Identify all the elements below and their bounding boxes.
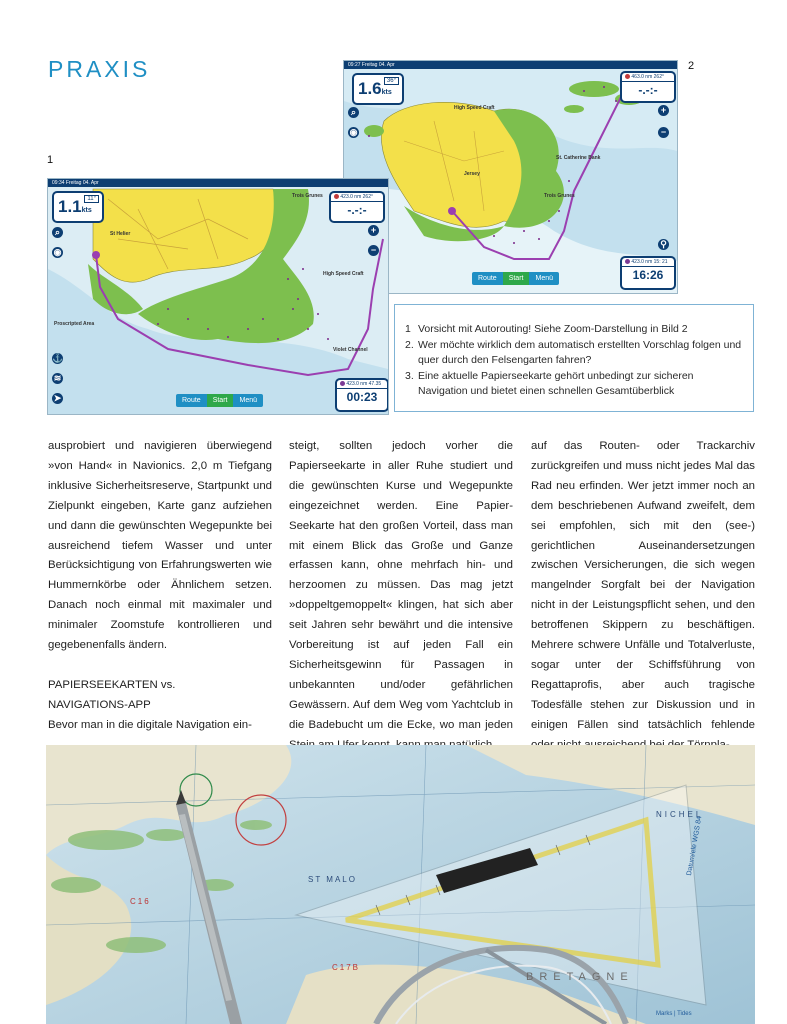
- overview-label-proscripted: Proscripted Area: [54, 321, 95, 327]
- overview-label-violet: Violet Channel: [333, 347, 368, 353]
- figure-1-number: 1: [47, 154, 54, 166]
- zoom-speed-unit: kts: [381, 89, 392, 96]
- zoom-button-bar: [472, 272, 559, 285]
- locate-icon[interactable]: ➤: [53, 393, 62, 403]
- navionics-zoom-screenshot: [343, 60, 678, 294]
- caption-item: 2. Wer möchte wirklich dem automatisch erstellten Vorschlag folgen und quer durch den Felsengarten fahren?: [405, 338, 742, 366]
- overview-route-button[interactable]: Route: [176, 394, 207, 407]
- photo-label-bretagne: BRETAGNE: [526, 971, 634, 983]
- camera-icon[interactable]: ◉: [349, 127, 358, 137]
- zoom-distance-bottom: 423.0 nm 15: 21: [631, 259, 668, 265]
- subheading-line-1: PAPIERSEEKARTEN vs.: [48, 678, 176, 691]
- paragraph: ausprobiert und navigieren überwiegend »von Hand« in Navionics. 2,0 m Tiefgang inklusive Sicherheitsreserve, Startpunkt und Zielpunkt eingeben, Karte ganz aufziehen und dann die gewünschten Wegepunkte bei ausreichend tiefem Wasser und unter Berücksichtigung von Erfahrungswerten wie Hummernkörbe oder Ähnlichem setzen. Danach noch einmal mit maximaler und minimaler Zoomstufe kontrollieren und gegebenenfalls ändern.: [48, 440, 272, 652]
- caption-item: 3. Eine aktuelle Papierseekarte gehört unbedingt zur sicheren Navigation und bietet einen schnellen Gesamtüberblick: [405, 369, 694, 397]
- overview-menu-button[interactable]: Menü: [233, 394, 263, 407]
- search-icon[interactable]: ⌕: [348, 107, 359, 118]
- chart-photo-illustration: [46, 745, 755, 1024]
- overview-button-bar: [176, 394, 263, 407]
- camera-icon[interactable]: ◉: [53, 247, 62, 257]
- text-column-1: [48, 437, 272, 736]
- paragraph: steigt, sollten jedoch vorher die Papierseekarte in aller Ruhe studiert und die gewünschten Kurse und Wegepunkte eingezeichnet werden. Eine Papier-Seekarte hat den großen Vorteil, dass man mit einem Blick das Große und Ganze erfassen kann, ohne mehrfach hin- und herzoomen zu müssen. Das mag jetzt »doppeltgemoppelt« klingen, hat sich aber seit Jahren sehr bewährt und die intensive Vorbereitung ist auf jeden Fall ein Sicherheitsgewinn für Passagen in unbekannten und/oder gefährlichen Gewässern. Auf dem Weg vom Yachtclub in die Badebucht um die Ecke, wo man jeden: [289, 440, 513, 731]
- text-column-3: [531, 437, 755, 756]
- zoom-speed-value: 1.6: [358, 79, 382, 98]
- zoom-time-widget: [620, 256, 676, 290]
- caption-item: 1 Vorsicht mit Autorouting! Siehe Zoom-Darstellung in Bild 2: [405, 323, 688, 335]
- zoom-heading: 36°: [384, 77, 399, 85]
- overview-status-bar: 09:34 Freitag 04. Apr: [48, 179, 388, 187]
- zoom-out-button[interactable]: −: [368, 245, 379, 256]
- zoom-distance-top: 463.0 nm 262°: [631, 74, 664, 80]
- overview-speed-widget: [52, 191, 104, 223]
- zoom-destination-widget: [620, 71, 676, 103]
- zoom-route-button[interactable]: Route: [472, 272, 503, 285]
- subheading-line-2: NAVIGATIONS-APP: [48, 698, 151, 711]
- zoom-in-button[interactable]: +: [658, 105, 669, 116]
- photo-label-c17b: C17B: [332, 963, 361, 972]
- overview-eta-value: -.-:-: [347, 203, 367, 217]
- overview-label-st-helier: St Helier: [110, 231, 131, 237]
- overview-distance-bottom: 423.0 nm 47.35: [346, 381, 382, 387]
- overview-speed-unit: kts: [81, 207, 92, 214]
- anchor-icon[interactable]: ⚓: [52, 353, 64, 363]
- zoom-menu-button[interactable]: Menü: [529, 272, 559, 285]
- zoom-in-button[interactable]: +: [368, 225, 379, 236]
- photo-label-nichel: NICHEL: [656, 810, 704, 819]
- text-column-2: [289, 437, 513, 756]
- zoom-speed-widget: [352, 73, 404, 105]
- overview-start-button[interactable]: Start: [207, 394, 234, 407]
- overview-label-trois-grunes: Trois Grunes: [292, 193, 323, 199]
- nautical-chart-photo: [46, 745, 755, 1024]
- section-title: PRAXIS: [48, 56, 151, 82]
- overview-time-value: 00:23: [346, 390, 378, 404]
- figure-caption: [394, 304, 754, 412]
- figure-2-number: 2: [688, 60, 695, 72]
- paragraph: auf das Routen- oder Trackarchiv zurückgreifen und muss nicht jedes Mal das Rad neu erfinden. Wer jetzt immer noch an dem beschriebenen Aufwand zweifelt, dem sei empfohlen, sich mit den (see-) gerichtlichen Auseinandersetzungen zwischen Versicherungen, die sich wegen mangelnder Sorgfalt bei der Navigation nicht in der Leistungspflicht sehen, und den betroffenen Skippern zu beschäftigen. Mehrere schwere Unfälle und Totalverluste, sogar unter der Schiffsführung von Regattaprofis, aber auch tragische Todesfälle stehen zur Diskussion und in einigen Fällen sind tatsächlich fehlende: [531, 440, 755, 731]
- photo-label-brand: Marks | Tides: [656, 1011, 692, 1017]
- navionics-overview-screenshot: [47, 178, 389, 415]
- overview-time-widget: [335, 378, 389, 412]
- overview-speed-value: 1.1: [58, 197, 82, 216]
- overview-heading: 11°: [84, 195, 99, 203]
- zoom-label-st-catherine: St. Catherine Bank: [556, 155, 601, 161]
- overview-distance-top: 423.0 nm 262°: [340, 194, 373, 200]
- overview-label-high-speed: High Speed Craft: [323, 271, 364, 277]
- layers-icon[interactable]: ≋: [53, 373, 62, 383]
- zoom-label-high-speed: High Speed Craft: [454, 105, 495, 111]
- zoom-label-jersey: Jersey: [464, 171, 480, 177]
- photo-label-datum: Datum/ele WGS 84: [686, 815, 704, 877]
- person-icon[interactable]: ⚲: [658, 239, 669, 250]
- zoom-label-trois-grunes: Trois Grunes: [544, 193, 575, 199]
- zoom-eta-value: -.-:-: [638, 83, 658, 97]
- search-icon[interactable]: ⌕: [52, 227, 63, 238]
- zoom-status-bar: 09:27 Freitag 04. Apr: [344, 61, 677, 69]
- zoom-start-button[interactable]: Start: [503, 272, 530, 285]
- zoom-out-button[interactable]: −: [658, 127, 669, 138]
- photo-label-c16: C16: [130, 897, 151, 906]
- photo-label-st-malo: ST MALO: [308, 875, 357, 884]
- zoom-time-value: 16:26: [632, 268, 664, 282]
- overview-destination-widget: [329, 191, 385, 223]
- paragraph: Bevor man in die digitale Navigation ein-: [48, 718, 252, 731]
